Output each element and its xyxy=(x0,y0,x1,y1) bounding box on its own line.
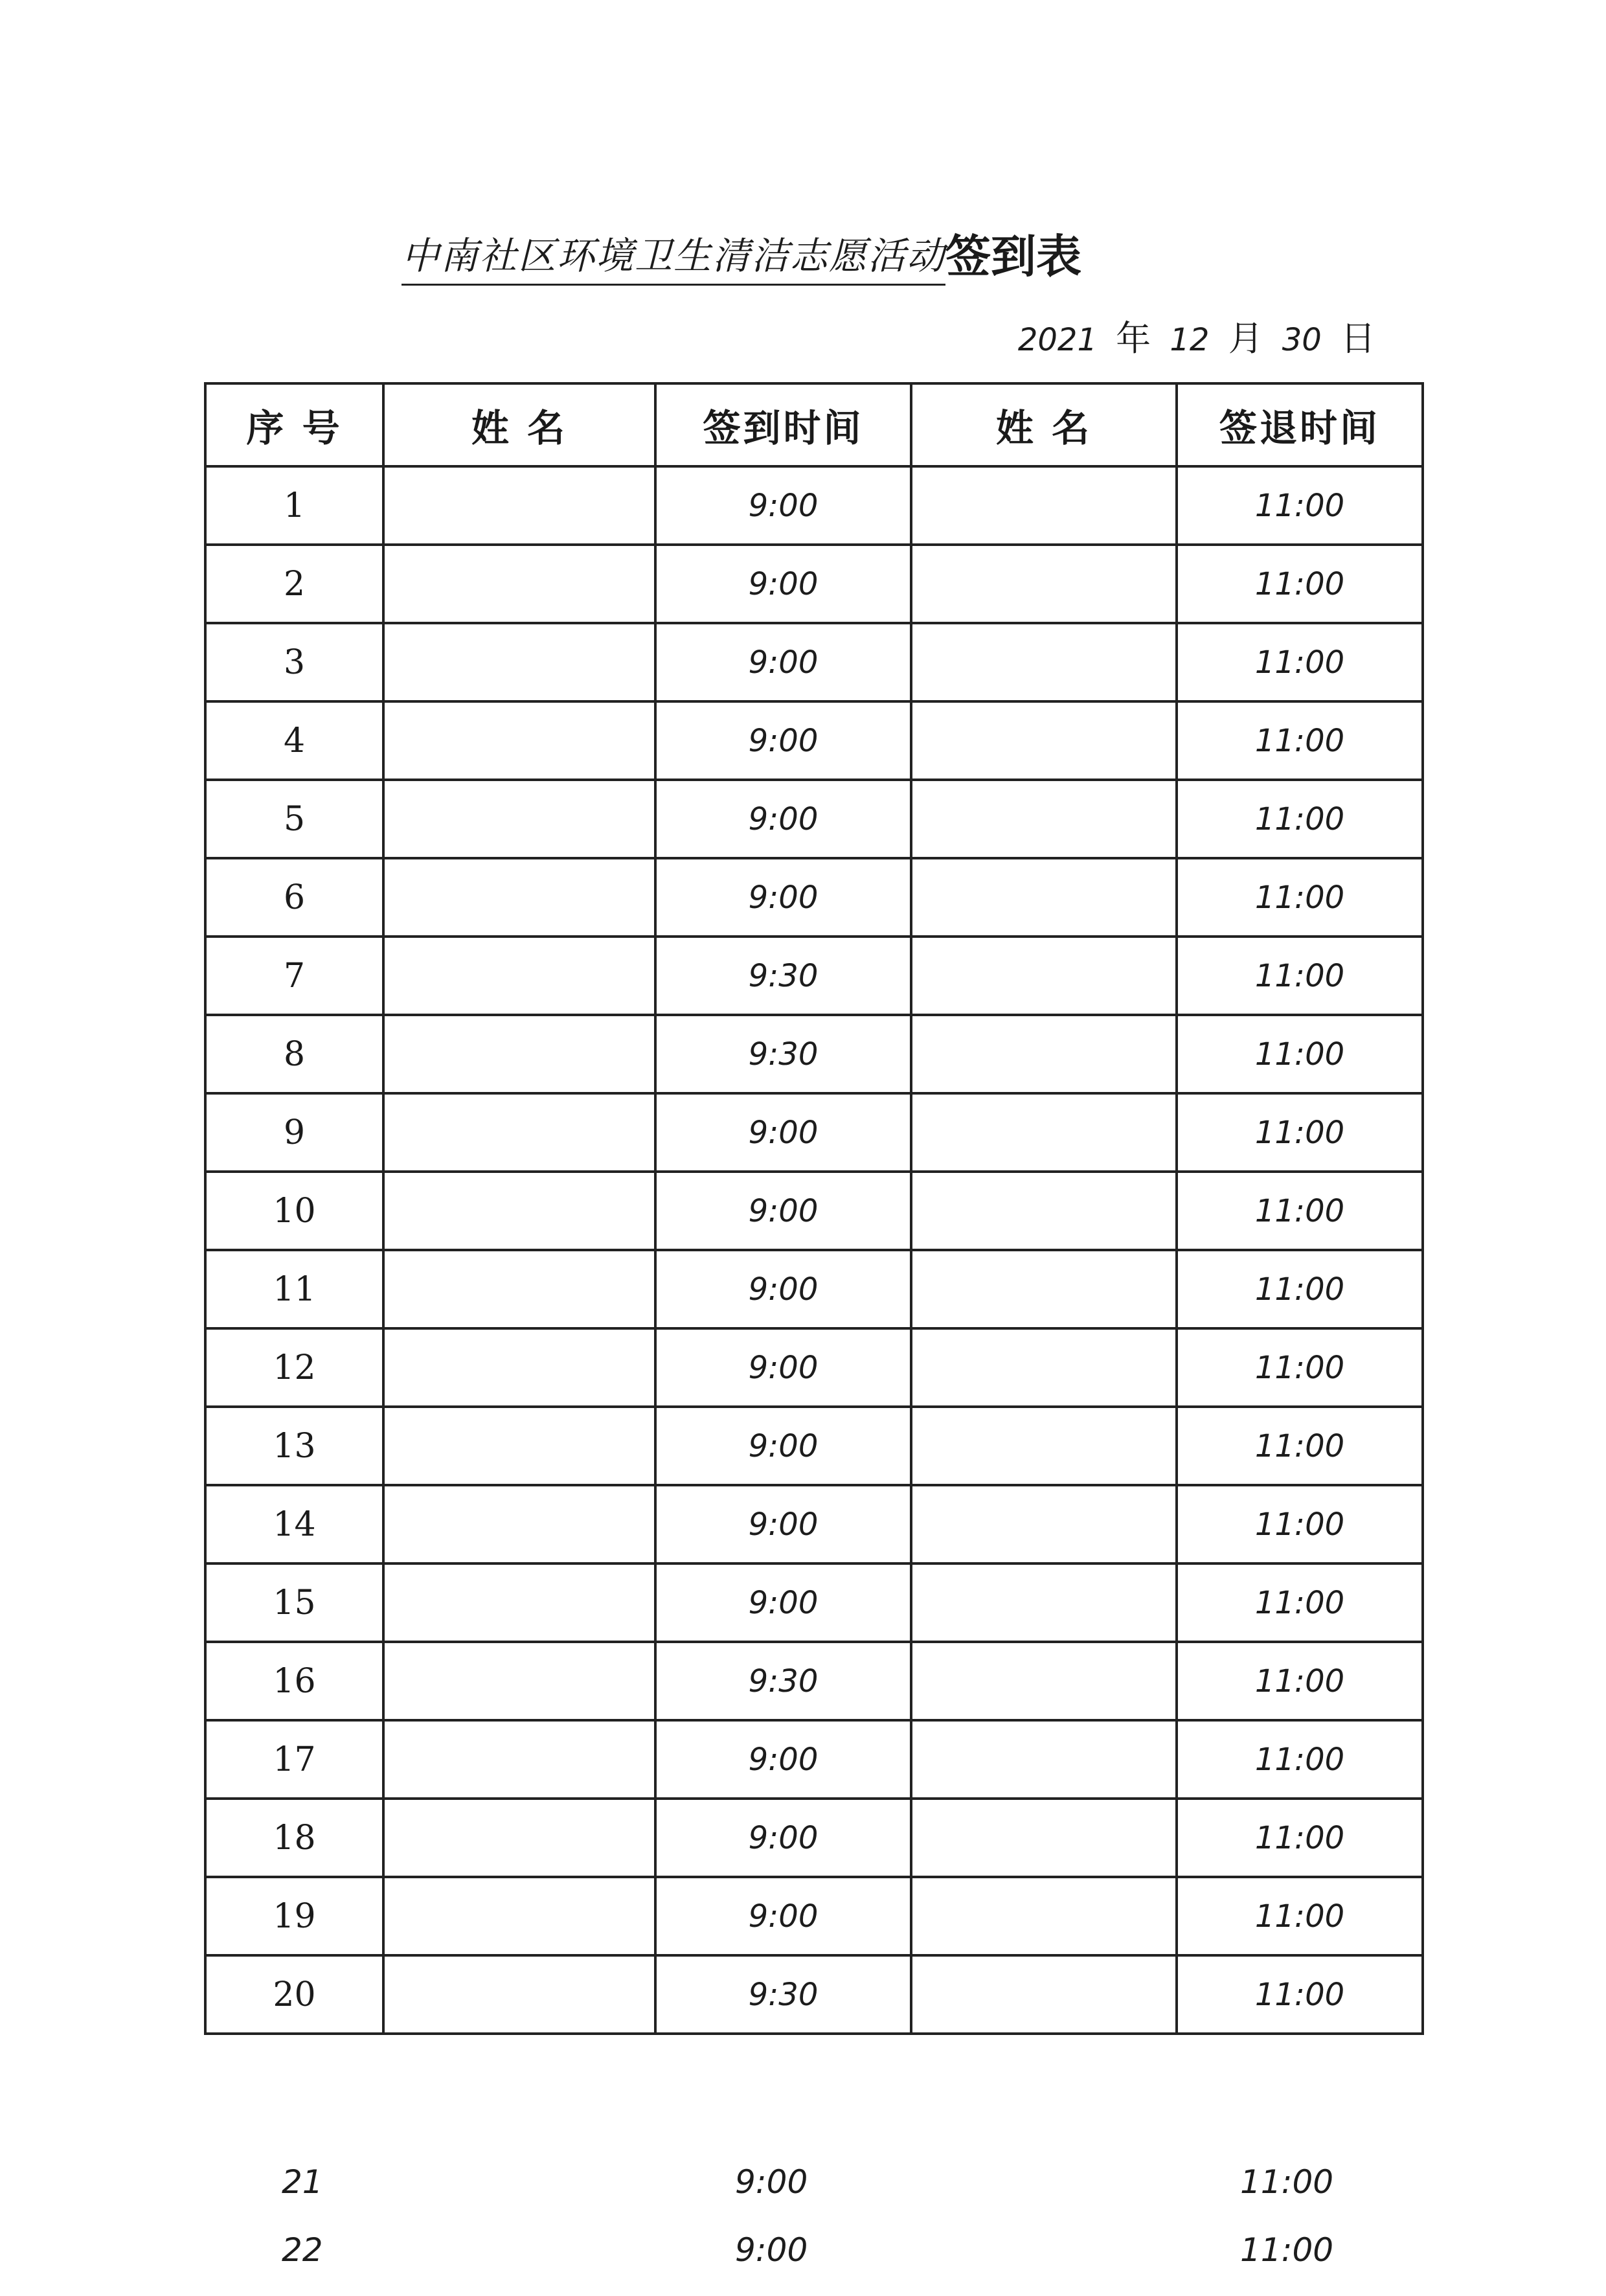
signature-out-cell xyxy=(911,1093,1177,1172)
table-row xyxy=(205,1407,1423,1485)
time-out-cell: 11:00 xyxy=(1177,466,1423,545)
seq-cell: 2 xyxy=(205,545,383,623)
signature-in-cell xyxy=(383,1250,655,1328)
header-seq: 序 号 xyxy=(205,383,383,466)
signature-in-cell xyxy=(383,780,655,858)
date-year: 2021 xyxy=(1017,322,1097,358)
table-row xyxy=(205,1172,1423,1250)
date-month: 12 xyxy=(1170,322,1210,358)
date-year-label: 年 xyxy=(1116,318,1151,359)
signature-out-cell xyxy=(911,1485,1177,1563)
signature-in-cell xyxy=(383,466,655,545)
time-in-cell: 9:00 xyxy=(655,1877,911,1955)
seq-cell: 19 xyxy=(205,1877,383,1955)
signature-out-cell xyxy=(911,1250,1177,1328)
date-day: 30 xyxy=(1282,322,1322,358)
time-out-cell: 11:00 xyxy=(1177,1720,1423,1799)
signature-out-cell xyxy=(911,1015,1177,1093)
signature-out-cell xyxy=(911,1720,1177,1799)
table-row xyxy=(205,1015,1423,1093)
seq-cell: 6 xyxy=(205,858,383,937)
signature-out-cell xyxy=(911,545,1177,623)
signature-out-cell xyxy=(911,1172,1177,1250)
extra-seq: 21 xyxy=(282,2163,323,2201)
header-name-out: 姓 名 xyxy=(911,383,1177,466)
signature-in-cell xyxy=(383,1955,655,2034)
sign-in-table xyxy=(204,382,1424,2035)
table-row xyxy=(205,780,1423,858)
time-in-cell: 9:30 xyxy=(655,1642,911,1720)
title-printed: 签到表 xyxy=(945,229,1082,283)
table-row xyxy=(205,623,1423,701)
time-in-cell: 9:00 xyxy=(655,1093,911,1172)
time-out-cell: 11:00 xyxy=(1177,623,1423,701)
table-row xyxy=(205,937,1423,1015)
seq-cell: 17 xyxy=(205,1720,383,1799)
table-header-row xyxy=(205,383,1423,466)
time-out-cell: 11:00 xyxy=(1177,1799,1423,1877)
signature-in-cell xyxy=(383,1642,655,1720)
seq-cell: 16 xyxy=(205,1642,383,1720)
time-in-cell: 9:00 xyxy=(655,701,911,780)
signature-out-cell xyxy=(911,701,1177,780)
time-in-cell: 9:00 xyxy=(655,545,911,623)
seq-cell: 10 xyxy=(205,1172,383,1250)
page-title xyxy=(402,220,1243,291)
time-out-cell: 11:00 xyxy=(1177,1877,1423,1955)
signature-in-cell xyxy=(383,545,655,623)
table-row xyxy=(205,858,1423,937)
signature-out-cell xyxy=(911,937,1177,1015)
table-row xyxy=(205,701,1423,780)
table-row xyxy=(205,1799,1423,1877)
seq-cell: 12 xyxy=(205,1328,383,1407)
time-out-cell: 11:00 xyxy=(1177,701,1423,780)
time-in-cell: 9:00 xyxy=(655,623,911,701)
extra-seq: 22 xyxy=(282,2231,323,2269)
signature-in-cell xyxy=(383,858,655,937)
table-row xyxy=(205,1720,1423,1799)
extra-time-out: 11:00 xyxy=(1240,2163,1334,2201)
table-row xyxy=(205,1250,1423,1328)
seq-cell: 5 xyxy=(205,780,383,858)
seq-cell: 15 xyxy=(205,1563,383,1642)
time-in-cell: 9:00 xyxy=(655,1720,911,1799)
time-out-cell: 11:00 xyxy=(1177,858,1423,937)
time-in-cell: 9:30 xyxy=(655,1955,911,2034)
signature-out-cell xyxy=(911,1328,1177,1407)
signature-out-cell xyxy=(911,780,1177,858)
header-time-in: 签到时间 xyxy=(655,383,911,466)
signature-in-cell xyxy=(383,623,655,701)
header-name-in: 姓 名 xyxy=(383,383,655,466)
time-out-cell: 11:00 xyxy=(1177,545,1423,623)
time-out-cell: 11:00 xyxy=(1177,1485,1423,1563)
signature-in-cell xyxy=(383,1093,655,1172)
date-day-label: 日 xyxy=(1340,318,1375,359)
table-row xyxy=(205,1877,1423,1955)
signature-in-cell xyxy=(383,1485,655,1563)
time-in-cell: 9:00 xyxy=(655,1485,911,1563)
signature-in-cell xyxy=(383,1720,655,1799)
seq-cell: 9 xyxy=(205,1093,383,1172)
header-time-out: 签退时间 xyxy=(1177,383,1423,466)
time-in-cell: 9:00 xyxy=(655,1799,911,1877)
time-in-cell: 9:00 xyxy=(655,1328,911,1407)
signature-in-cell xyxy=(383,1799,655,1877)
extra-time-out: 11:00 xyxy=(1240,2231,1334,2269)
signature-out-cell xyxy=(911,858,1177,937)
seq-cell: 7 xyxy=(205,937,383,1015)
signature-in-cell xyxy=(383,937,655,1015)
time-out-cell: 11:00 xyxy=(1177,1642,1423,1720)
time-out-cell: 11:00 xyxy=(1177,1563,1423,1642)
table-row xyxy=(205,1563,1423,1642)
seq-cell: 20 xyxy=(205,1955,383,2034)
signature-in-cell xyxy=(383,1407,655,1485)
table-row xyxy=(205,1093,1423,1172)
extra-time-in: 9:00 xyxy=(735,2231,808,2269)
time-in-cell: 9:00 xyxy=(655,466,911,545)
table-row xyxy=(205,1328,1423,1407)
seq-cell: 3 xyxy=(205,623,383,701)
time-in-cell: 9:00 xyxy=(655,858,911,937)
seq-cell: 14 xyxy=(205,1485,383,1563)
time-in-cell: 9:00 xyxy=(655,1250,911,1328)
seq-cell: 1 xyxy=(205,466,383,545)
time-out-cell: 11:00 xyxy=(1177,937,1423,1015)
signature-in-cell xyxy=(383,1172,655,1250)
date-month-label: 月 xyxy=(1228,318,1263,359)
signature-in-cell xyxy=(383,1877,655,1955)
time-in-cell: 9:00 xyxy=(655,1563,911,1642)
time-out-cell: 11:00 xyxy=(1177,780,1423,858)
time-in-cell: 9:00 xyxy=(655,780,911,858)
signature-out-cell xyxy=(911,1563,1177,1642)
table-row xyxy=(205,466,1423,545)
date-line xyxy=(1014,311,1379,361)
time-in-cell: 9:00 xyxy=(655,1172,911,1250)
signature-out-cell xyxy=(911,1407,1177,1485)
signature-in-cell xyxy=(383,1015,655,1093)
table-body xyxy=(205,466,1423,2034)
seq-cell: 11 xyxy=(205,1250,383,1328)
time-out-cell: 11:00 xyxy=(1177,1250,1423,1328)
seq-cell: 8 xyxy=(205,1015,383,1093)
signature-out-cell xyxy=(911,1799,1177,1877)
extra-row xyxy=(204,2218,1421,2296)
signature-out-cell xyxy=(911,1877,1177,1955)
signature-in-cell xyxy=(383,701,655,780)
time-in-cell: 9:00 xyxy=(655,1407,911,1485)
time-in-cell: 9:30 xyxy=(655,937,911,1015)
signature-in-cell xyxy=(383,1563,655,1642)
time-out-cell: 11:00 xyxy=(1177,1015,1423,1093)
extra-time-in: 9:00 xyxy=(735,2163,808,2201)
time-out-cell: 11:00 xyxy=(1177,1955,1423,2034)
table-row xyxy=(205,545,1423,623)
time-out-cell: 11:00 xyxy=(1177,1328,1423,1407)
seq-cell: 4 xyxy=(205,701,383,780)
time-out-cell: 11:00 xyxy=(1177,1172,1423,1250)
table-row xyxy=(205,1955,1423,2034)
signature-out-cell xyxy=(911,466,1177,545)
extra-row xyxy=(204,2150,1421,2228)
time-out-cell: 11:00 xyxy=(1177,1093,1423,1172)
time-in-cell: 9:30 xyxy=(655,1015,911,1093)
seq-cell: 18 xyxy=(205,1799,383,1877)
signature-out-cell xyxy=(911,1955,1177,2034)
title-handwritten: 中南社区环境卫生清洁志愿活动 xyxy=(402,225,945,286)
table-row xyxy=(205,1642,1423,1720)
signature-out-cell xyxy=(911,623,1177,701)
signature-out-cell xyxy=(911,1642,1177,1720)
table-row xyxy=(205,1485,1423,1563)
seq-cell: 13 xyxy=(205,1407,383,1485)
signature-in-cell xyxy=(383,1328,655,1407)
time-out-cell: 11:00 xyxy=(1177,1407,1423,1485)
